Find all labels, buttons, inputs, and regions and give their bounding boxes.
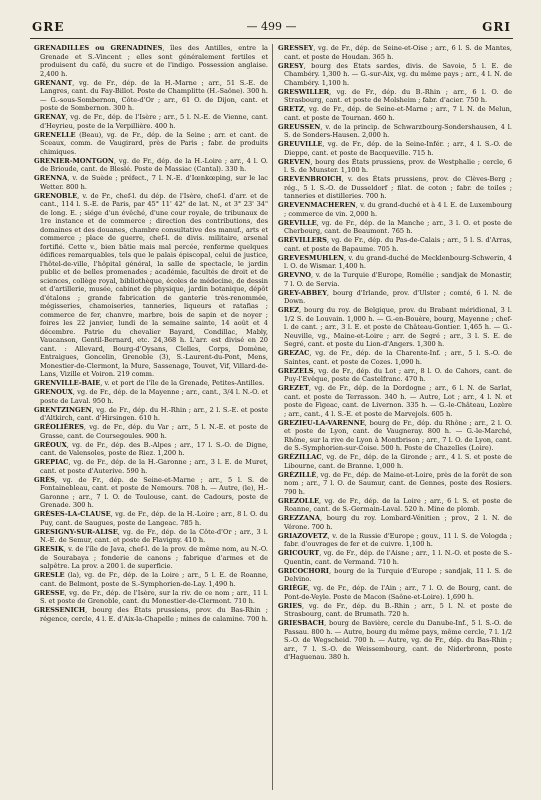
entry-headword: GRENNA <box>34 174 68 182</box>
entry-headword: GREZELS <box>278 366 314 375</box>
dictionary-entry <box>278 254 512 271</box>
entry-headword: GRÉZILLAC <box>278 453 322 461</box>
dictionary-entry <box>34 379 268 388</box>
entry-headword: GREUVILLE <box>278 140 323 148</box>
entry-text: , vg. de Fr., dép. de la H.-Marne ; arr., 51 S.-E. de Langres, cant. du Fay-Billot. Poste de Champlitte (H.-Saône). 300 h. — G.-sous-Sombernon, Côte-d'Or ; arr., 61 O. de Dijon, cant. et poste de Sombernon. 300 h. <box>40 78 268 112</box>
entry-text: , vg. de Fr., dép. de la Manche ; arr., 3 l. O. et poste de Cherbourg, cant. de Beaumont. 765 h. <box>284 218 512 235</box>
dictionary-entry <box>278 384 512 418</box>
entry-headword: GREVESMUHLEN <box>278 253 345 262</box>
dictionary-entry <box>34 476 268 510</box>
entry-headword: GRENELLE <box>34 130 76 139</box>
dictionary-entry <box>278 201 512 218</box>
entry-text: , vg. de Fr., dép. de la Mayenne ; arr., cant., 3/4 l. N.-O. et poste de Laval. 950 h. <box>40 388 268 405</box>
dictionary-entry <box>34 458 268 475</box>
entry-headword: GREZZANA <box>278 514 321 522</box>
dictionary-entry <box>278 175 512 201</box>
entry-text: , v. et port de l'île de la Grenade, Petites-Antilles. <box>100 379 265 387</box>
dictionary-entry <box>278 349 512 366</box>
entry-text: , vg. de Fr., dép. de l'Ain ; arr., 7 l. O. de Bourg, cant. de Pont-de-Veyle. Poste de Macon (Saône-et-Loire). 1,690 h. <box>284 584 512 601</box>
dictionary-entry <box>34 79 268 113</box>
dictionary-entry <box>278 453 512 470</box>
dictionary-entry <box>34 606 268 623</box>
entry-text: , vg. de Fr., dép. de la Loire ; arr., 6 l. S. et poste de Roanne, cant. de S.-Germain-Laval. 520 h. Mine de plomb. <box>284 496 512 513</box>
entry-headword: GRENOBLE <box>34 191 78 200</box>
entry-text: , v. de Fr., chef-l. du dép. de l'Isère, chef-l. d'arr. et de cant., 114 l. S.-E. de Paris, par 45° 11' 42" de lat. N., et 3° 23' 34" de long. E. ; siége d'un évêché, d'une cour royale, de tribunaux de 1re instance et de commerce ; direction des contributions, des domaines et des douanes, chambre consultative des manuf., arts et commerce ; place de guerre, chef-l. de divis. militaire, arsenal fortifié. Cette v., bien bâtie mais mal percée, renferme quelques édifices remarquables, tels que le palais épiscopal, celui de justice, l'hôtel-de-ville, l'hôpital général, la salle de spectacle, le jardin public et de belles promenades ; académie, facultés de droit et de sciences, collège royal, bibliothèque, écoles de médecine, de dessin et d'artillerie, musée, cabinet de physique, jardin botanique, dépôt d'étalons ; grande fabrication de ganterie très-renommée, mégisseries, chamoiseries, tanneries, liqueurs et ratafias ; commerce de fer, chanvre, marbre, bois de sapin et de noyer ; foires les 22 janvier, lundi de la semaine sainte, 14 août et 4 décembre. Patrie du chevalier Bayard, Condillac, Mably, Vaucanson, Gentil-Bernard, etc. 24,368 h. L'arr. est divisé en 20 cant. : Allevard, Bourg-d'Oysans, Clelles, Corps, Domène, Entraigues, Goncelin, Grenoble (3), S.-Laurent-du-Pont, Mens, Monestier-de-Clermont, la Mure, Sassenage, Touvet, Vif, Villard-de-Lans, Vizille et Voiron. 219 comm. <box>40 191 268 378</box>
dictionary-entry <box>278 532 512 549</box>
entry-headword: GREZAC <box>278 349 310 357</box>
entry-headword: GRESSE <box>34 588 65 597</box>
dictionary-entry <box>34 510 268 527</box>
header-left-guide-word: GRE <box>32 20 65 34</box>
dictionary-entry <box>34 545 268 571</box>
dictionary-entry <box>34 157 268 174</box>
entry-headword: GRETZ <box>278 105 304 113</box>
entry-text: , bourg de la Turquie d'Europe ; sandjak, 11 l. S. de Delvino. <box>284 566 512 583</box>
dictionary-entry <box>278 271 512 288</box>
entry-text: , bourg des États prussiens, prov. de Westphalie ; cercle, 6 l. S. de Munster. 1,100 h. <box>284 157 512 174</box>
entry-text: , v. de Suède ; préfect., 7 l. N.-E. d'Iœnkœping, sur le lac Wetter. 800 h. <box>40 174 268 191</box>
entry-text: , v. de la Russie d'Europe ; gouv., 11 l. S. de Vologda ; fabr. d'ouvrages de fer et de cuivre. 1,100 h. <box>284 531 512 548</box>
entry-headword: GRÉZILLÉ <box>278 470 317 479</box>
entry-text: , vg. de Fr., dép. du Lot ; arr., 8 l. O. de Cahors, cant. de Puy-l'Evêque, poste de Castelfranc. 470 h. <box>284 366 512 383</box>
dictionary-entry <box>34 44 268 78</box>
entry-text: , îles des Antilles, entre la Grenade et S.-Vincent ; elles sont généralement fertiles et produisent du café, du sucre et de l'indigo. Possession anglaise. 2,400 h. <box>40 44 268 78</box>
entry-headword: GREPIAC <box>34 458 69 466</box>
entry-text: , v. de l'île de Java, chef-l. de la prov. de même nom, au N.-O. de Sourabaya ; fonderie de canons ; fabrique d'armes et de salpêtre. La prov. a 200 l. de superficie. <box>40 545 268 570</box>
dictionary-entry <box>278 219 512 236</box>
entry-text: , v. de la Turquie d'Europe, Romélie ; sandjak de Monastir, 7 l. O. de Servia. <box>284 271 512 288</box>
entry-headword: GREVEN <box>278 157 311 166</box>
dictionary-entry <box>278 123 512 140</box>
header-right-guide-word: GRI <box>482 20 511 34</box>
dictionary-entry <box>34 441 268 458</box>
entry-headword: GRÉOUX <box>34 440 67 449</box>
entry-headword: GRENADILLES ou GRENADINES <box>34 44 163 52</box>
dictionary-entry <box>278 367 512 384</box>
entry-headword: GRESIGNY-SUR-ALISE <box>34 527 118 536</box>
dictionary-entry <box>278 514 512 531</box>
entry-headword: GRESWILLER <box>278 87 330 96</box>
entry-headword: GREVENMACHEREN <box>278 201 356 209</box>
entry-text: , bourg du roy. de Belgique, prov. du Brabant méridional, 3 l. 1/2 S. de Louvain. 1,000 h. — G.-en-Bouère, bourg, Mayenne ; chef-l. de cant. ; arr., 3 l. E. et poste de Château-Gontier. 1,465 h. — G.-Neuville, vg., Maine-et-Loire ; arr. de Segré ; arr., 3 l. S. E. de Segré, cant. et poste du Lion-d'Angers. 1,300 h. <box>284 306 512 348</box>
entry-headword: GRIÈGE <box>278 584 308 592</box>
entry-headword: GRÈS <box>34 475 55 484</box>
entry-headword: GRIAZOVETZ <box>278 531 328 540</box>
right-column <box>278 44 512 794</box>
dictionary-entry <box>278 62 512 88</box>
entry-text: , vg. de Fr., dép. de la Dordogne ; arr., 6 l. N. de Sarlat, cant. et poste de Terrasson. 340 h. — Autre, Lot ; arr., 4 l. N. et poste de Figeac, cant. de Livernon. 335 h. — G.-le-Château, Lozère ; arr., cant., 4 l. S.-E. et poste de Marvejols. 605 h. <box>284 384 512 418</box>
entry-text: , vg. de Fr., dép. du H.-Rhin ; arr., 2 l. S.-E. et poste d'Altkirch, cant. d'Hirsingen. 610 h. <box>40 405 268 422</box>
entry-text: , vg. de Fr., dép. de Seine-et-Oise ; arr., 6 l. S. de Mantes, cant. et poste de Houdan. 365 h. <box>284 44 512 61</box>
entry-text: , v. du grand-duché et à 4 l. E. de Luxembourg ; commerce de vin. 2,000 h. <box>284 201 512 218</box>
dictionary-entry <box>34 406 268 423</box>
entry-text: , vg. de Fr., dép. de l'Aisne ; arr., 1 l. N.-O. et poste de S.-Quentin, cant. de Vermand. 710 h. <box>284 549 512 566</box>
dictionary-entry <box>278 497 512 514</box>
dictionary-entry <box>34 528 268 545</box>
dictionary-entry <box>278 158 512 175</box>
entry-headword: GREZOLLE <box>278 496 319 505</box>
entry-text: , vg. de Fr., dép. de la Charente-Inf. ; arr., 5 l. S.-O. de Saintes, cant. et poste de Cozes. 1,090 h. <box>284 349 512 366</box>
entry-text: , bourg d'Irlande, prov. d'Ulster ; comté, 6 l. N. de Down. <box>284 288 512 305</box>
dictionary-entry <box>278 236 512 253</box>
entry-text: , bourg des États prussiens, prov. du Bas-Rhin ; régence, cercle, 4 l. E. d'Aix-la-Chapelle ; mines de calamine. 700 h. <box>40 606 268 623</box>
entry-headword: GRIESBACH <box>278 619 325 627</box>
entry-text: , vg. de Fr., dép. de l'Isère, sur la riv. de ce nom ; arr., 11 l. S. et poste de Grenoble, cant. du Monestier-de-Clermont. 710 h. <box>40 588 268 605</box>
entry-text: , vg. de Fr., dép. de l'Isère ; arr., 5 l. N.-E. de Vienne, cant. d'Heyrieu, poste de la Verpillière. 400 h. <box>40 113 268 130</box>
entry-text: , bourg de Fr., dép. du Rhône ; arr., 2 l. O. et poste de Lyon, cant. de Vaugneray. 800 h. — G.-le-Marché, Rhône, sur la rive de Lyon à Montbrison ; arr., 7 l. O. de Lyon, cant. de S.-Symphorien-sur-Coise. 500 h. Poste de Chazelles (Loire). <box>284 418 512 452</box>
entry-text: , vg. de Fr., dép. des B.-Alpes ; arr., 17 l. S.-O. de Digne, cant. de Valensoles, poste de Riez. 1,200 h. <box>40 440 268 457</box>
entry-text: , vg. de Fr., dép. de la H.-Garonne ; arr., 3 l. E. de Muret, cant. et poste d'Auterive. 590 h. <box>40 458 268 475</box>
dictionary-entry <box>278 549 512 566</box>
dictionary-entry <box>34 113 268 130</box>
entry-headword: GRENAY <box>34 113 66 121</box>
entry-text: , vg. de Fr., dép. de la Seine-Infér. ; arr., 4 l. S.-O. de Dieppe, cant. et poste de Bacqueville. 715 h. <box>284 140 512 157</box>
entry-text: , vg. de Fr., dép. de Seine-et-Marne ; arr., 7 l. N. de Melun, cant. et poste de Tournan. 460 h. <box>284 105 512 122</box>
entry-text: (Beau), vg. de Fr., dép. de la Seine ; arr. et cant. de Sceaux, comm. de Vaugirard, près de Paris ; fabr. de produits chimiques. <box>40 130 268 156</box>
dictionary-entry <box>278 88 512 105</box>
dictionary-entry <box>34 388 268 405</box>
entry-headword: GRÈSES-LA-CLAUSE <box>34 510 111 518</box>
entry-headword: GRICOURT <box>278 549 320 557</box>
entry-text: , vg. de Fr., dép. du Pas-de-Calais ; arr., 5 l. S. d'Arras, cant. et poste de Bapaume. 705 h. <box>284 236 512 253</box>
dictionary-entry <box>278 140 512 157</box>
dictionary-entry <box>278 619 512 662</box>
entry-headword: GRESSEY <box>278 44 314 52</box>
dictionary-entry <box>34 571 268 588</box>
entry-text: , vg. de Fr., dép. du Var ; arr., 5 l. N.-E. et poste de Grasse, cant. de Coursegoules. 900 h. <box>40 423 268 440</box>
left-column <box>34 44 268 794</box>
entry-text: , vg. de Fr., dép. du B.-Rhin ; arr., 6 l. O. de Strasbourg, cant. et poste de Molsheim ; fabr. d'acier. 750 h. <box>284 87 512 104</box>
page-number: — 499 — <box>246 20 297 33</box>
entry-text: , vg. de Fr., dép. de la Côte-d'Or ; arr., 3 l. N.-E. de Semur, cant. et poste de Flavigny. 410 h. <box>40 527 268 544</box>
entry-headword: GREZET <box>278 384 309 392</box>
entry-headword: GRESLE <box>34 571 65 579</box>
dictionary-entry <box>278 105 512 122</box>
entry-headword: GRÉOLIÈRES <box>34 423 84 431</box>
entry-headword: GREVENBROICH <box>278 175 342 183</box>
entry-headword: GRIES <box>278 601 302 610</box>
entry-headword: GREZIEU-LA-VARENNE <box>278 418 365 427</box>
header-rule <box>30 38 513 39</box>
entry-headword: GRENIER-MONTGON <box>34 156 114 165</box>
entry-headword: GRESSENICH <box>34 606 86 614</box>
column-divider <box>272 44 273 790</box>
entry-text: , vg. de Fr., dép. de Maine-et-Loire, près de la forêt de son nom ; arr., 7 l. O. de Saumur, cant. de Gennes, poste des Rosiers. 790 h. <box>284 470 512 496</box>
entry-headword: GRESIK <box>34 545 64 553</box>
dictionary-entry <box>278 289 512 306</box>
dictionary-entry <box>278 567 512 584</box>
entry-headword: GREY-ABBEY <box>278 288 327 297</box>
dictionary-entry <box>278 44 512 61</box>
dictionary-entry <box>34 131 268 157</box>
entry-text: (la), vg. de Fr., dép. de la Loire ; arr., 5 l. E. de Roanne, cant. de Belmont, poste de S.-Symphorien-de-Lay. 1,490 h. <box>40 571 268 588</box>
entry-headword: GRÉVILLERS <box>278 236 327 244</box>
entry-headword: GREVILLE <box>278 218 317 227</box>
entry-headword: GREUSSEN <box>278 122 321 131</box>
dictionary-entry <box>34 174 268 191</box>
entry-text: , vg. de Fr., dép. de la H.-Loire ; arr., 8 l. O. du Puy, cant. de Saugues, poste de Langeac. 785 h. <box>40 510 268 527</box>
entry-text: , v. de la princip. de Schwarzbourg-Sondershausen, 4 l. S. de Sonders-Hausen. 2,000 h. <box>284 122 512 139</box>
dictionary-entry <box>278 584 512 601</box>
dictionary-entry <box>278 306 512 349</box>
entry-text: , vg. de Fr., dép. de la Gironde ; arr., 4 l. S. et poste de Libourne, cant. de Branne. 1,000 h. <box>284 453 512 470</box>
entry-headword: GRENVILLE-BAIE <box>34 379 101 387</box>
entry-text: , bourg de Bavière, cercle du Danube-Inf., 5 l. S.-O. de Passau. 800 h. — Autre, bourg du même pays, même cercle, 7 l. 1/2 S.-O. de Wegscheid. 700 h. — Autre, vg. de Fr., dép. du Bas-Rhin ; arr., 7 l. S.-O. de Weissembourg, cant. de Niderbronn, poste d'Haguenau. 380 h. <box>284 619 512 661</box>
entry-headword: GREVNO <box>278 271 312 279</box>
entry-text: , v. des États prussiens, prov. de Clèves-Berg ; rég., 5 l. S.-O. de Dusseldorf ; filat. de coton ; fabr. de toiles ; tanneries et distilleries. 700 h. <box>284 175 512 200</box>
dictionary-entry <box>278 419 512 453</box>
entry-text: , bourg des États sardes, divis. de Savoie, 5 l. E. de Chambéry. 1,300 h. — G.-sur-Aix, vg. du même pays ; arr., 4 l. N. de Chambéry. 1,100 h. <box>284 61 512 87</box>
dictionary-entry <box>34 589 268 606</box>
dictionary-entry <box>278 471 512 497</box>
entry-text: , vg. de Fr., dép. de la H.-Loire ; arr., 4 l. O. de Brioude, cant. de Bleslé. Poste de Massiac (Cantal). 330 h. <box>40 156 268 173</box>
entry-text: , vg. de Fr., dép. du B.-Rhin ; arr., 5 l. N. et poste de Strasbourg, cant. de Brumath. 720 h. <box>284 601 512 618</box>
entry-headword: GRICOCHORI <box>278 566 329 575</box>
dictionary-entry <box>34 192 268 379</box>
dictionary-entry <box>34 423 268 440</box>
entry-text: , bourg du roy. Lombard-Vénitien ; prov., 2 l. N. de Vérone. 700 h. <box>284 514 512 531</box>
entry-headword: GRENTZINGEN <box>34 405 92 414</box>
entry-headword: GREZ <box>278 306 299 314</box>
entry-text: , v. du grand-duché de Mecklenbourg-Schwerin, 4 l. O. de Wismar. 1,400 h. <box>284 253 512 270</box>
entry-headword: GRENANT <box>34 78 73 87</box>
entry-headword: GRENOUX <box>34 388 73 396</box>
entry-text: , vg. de Fr., dép. de Seine-et-Marne ; arr., 5 l. S. de Fontainebleau, cant. et poste de Nemours. 708 h. — Autre, (le), H.-Garonne ; arr., 7 l. O. de Toulouse, cant. de Cadours, poste de Grenade. 300 h. <box>40 475 268 509</box>
dictionary-entry <box>278 602 512 619</box>
entry-headword: GRESY <box>278 61 304 70</box>
page-header <box>32 20 511 38</box>
